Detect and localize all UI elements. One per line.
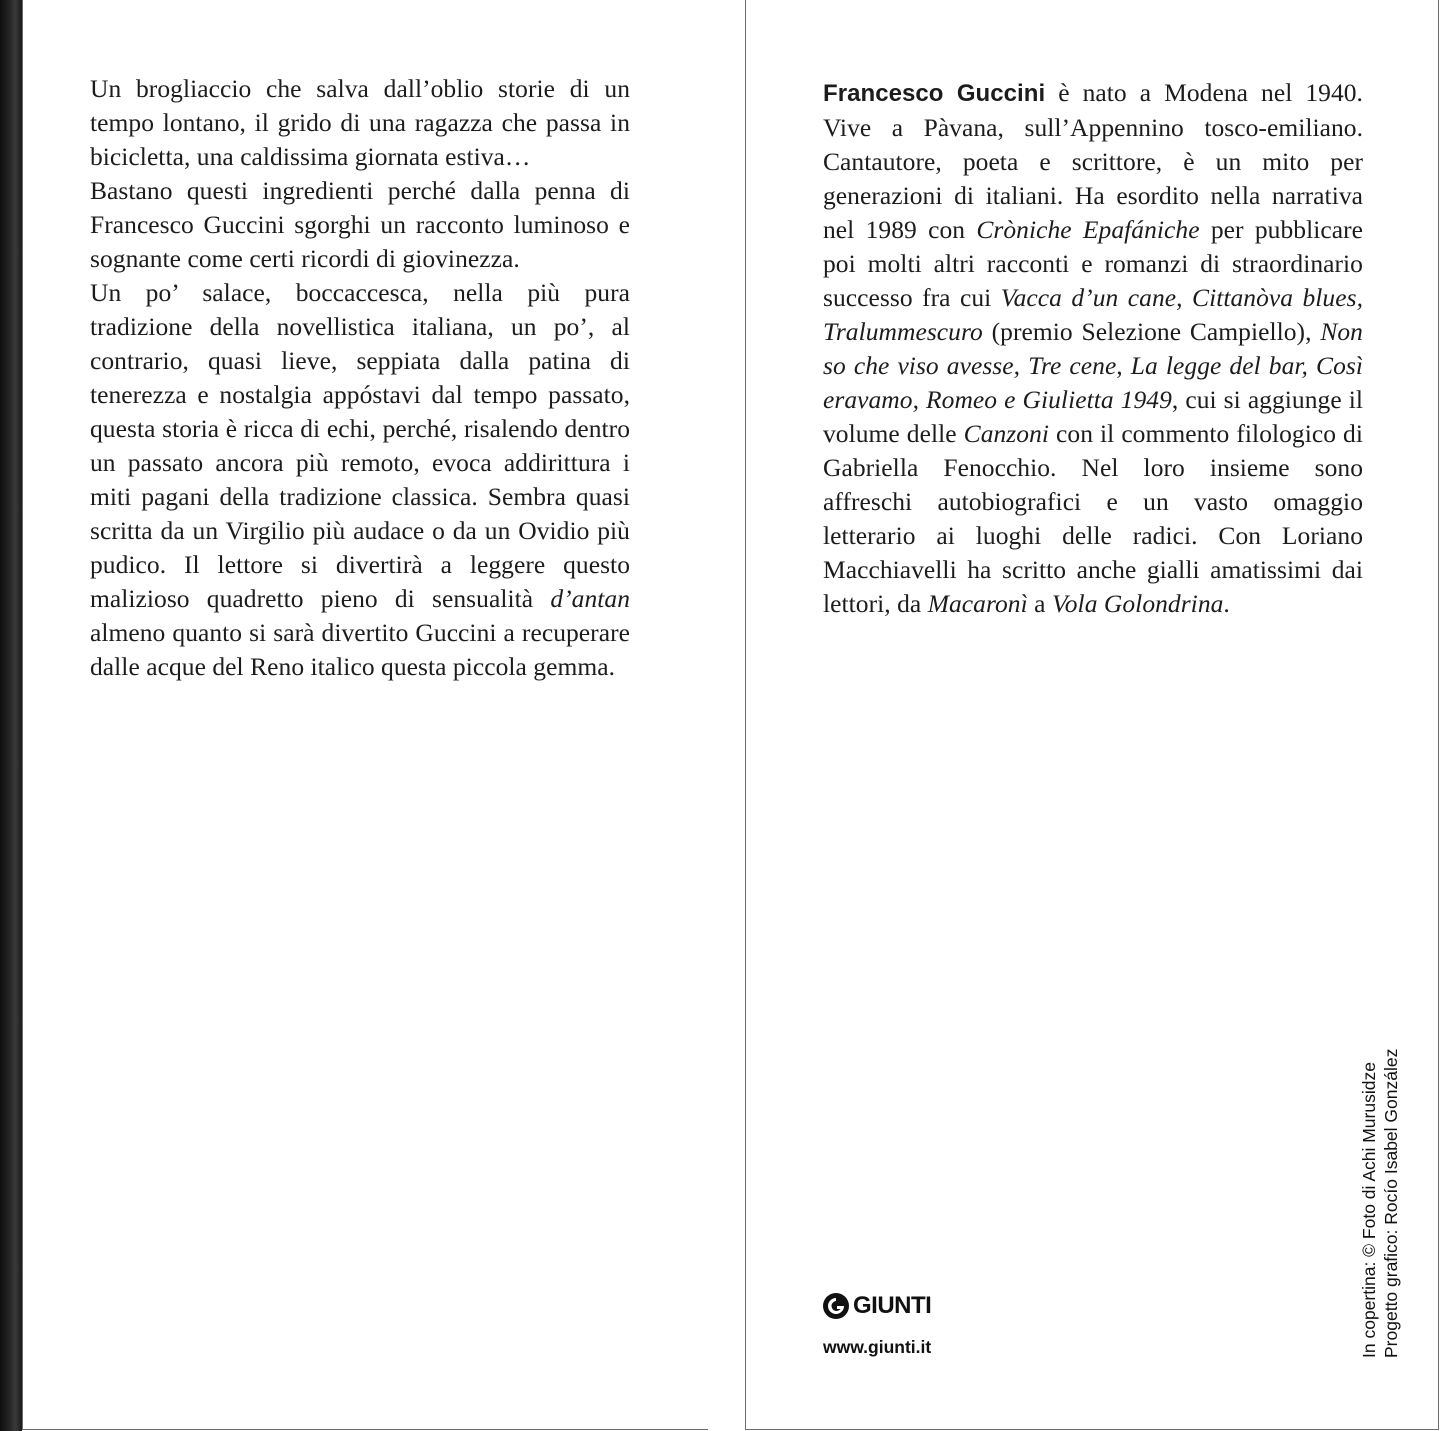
- text-run: Vola Golondrina: [1051, 589, 1224, 618]
- text-run: con il commento filologico di Gabriella Fenocchio. Nel loro insieme sono affreschi autobiografici e un vasto omaggio letterario ai luoghi delle radici. Con Loriano Macchiavelli ha scritto anche gialli amatissimi dai lettori, da: [823, 419, 1363, 618]
- text-run: .: [1223, 589, 1230, 618]
- text-run: Un po’ salace, boccaccesca, nella più pura tradizione della novellistica italiana, un po’, al contrario, quasi lieve, seppiata dalla patina di tenerezza e nostalgia appóstavi dal tempo passato, questa storia è ricca di echi, perché, risalendo dentro un passato ancora più remoto, evoca addirittura i miti pagani della tradizione classica. Sembra quasi scritta da un Virgilio più audace o da un Ovidio più pudico. Il lettore si divertirà a leggere questo malizioso quadretto pieno di sensualità: [90, 278, 630, 613]
- text-run: Macaronì: [927, 589, 1028, 618]
- publisher-website[interactable]: www.giunti.it: [823, 1337, 932, 1357]
- graphic-design-credit: Progetto grafico: Rocío Isabel González: [1381, 1048, 1401, 1358]
- text-run: a: [1027, 589, 1052, 618]
- publisher-logo-text: GIUNTI: [853, 1292, 932, 1319]
- text-run: , cui si aggiunge il volume delle: [823, 385, 1363, 448]
- cover-credits: [1358, 1049, 1402, 1358]
- text-run: Cròniche Epafániche: [976, 215, 1200, 244]
- text-run: è nato a Modena nel 1940. Vive a Pàvana, sull’Appennino tosco-emiliano. Cantautore, poeta e scrittore, è un mito per generazioni di italiani. Ha esordito nella narrativa nel 1989 con: [823, 78, 1363, 244]
- synopsis-paragraph-1: [90, 72, 630, 174]
- spine-edge: [0, 0, 22, 1431]
- text-run: Non so che viso avesse, Tre cene, La legge del bar, Così eravamo, Romeo e Giulietta 1949: [823, 317, 1363, 414]
- text-run: (premio Selezione Campiello),: [982, 317, 1321, 346]
- synopsis-paragraph-3: [90, 276, 630, 684]
- text-run: d’antan: [550, 584, 630, 613]
- author-bio-text: [823, 76, 1363, 621]
- text-run: Un brogliaccio che salva dall’oblio storie di un tempo lontano, il grido di una ragazza che passa in bicicletta, una caldissima giornata estiva…: [90, 74, 630, 171]
- cover-photo-credit: In copertina: © Foto di Achi Murusidze: [1359, 1062, 1379, 1358]
- flap-gutter: [708, 0, 745, 1431]
- text-run: per pubblicare poi molti altri racconti e romanzi di straordinario successo fra cui: [823, 215, 1363, 312]
- synopsis-paragraph-2: [90, 174, 630, 276]
- giunti-g-icon: [822, 1292, 850, 1320]
- author-bio-paragraph: [823, 76, 1363, 621]
- text-run: Vacca d’un cane, Cittanòva blues, Tralummescuro: [823, 283, 1364, 346]
- text-run: Canzoni: [963, 419, 1050, 448]
- text-run: almeno quanto si sarà divertito Guccini a recuperare dalle acque del Reno italico questa piccola gemma.: [90, 618, 630, 681]
- synopsis-text: [90, 72, 630, 684]
- text-run: Bastano questi ingredienti perché dalla penna di Francesco Guccini sgorghi un racconto luminoso e sognante come certi ricordi di giovinezza.: [90, 176, 630, 273]
- publisher-logo: [822, 1290, 931, 1322]
- text-run: Francesco Guccini: [823, 80, 1046, 107]
